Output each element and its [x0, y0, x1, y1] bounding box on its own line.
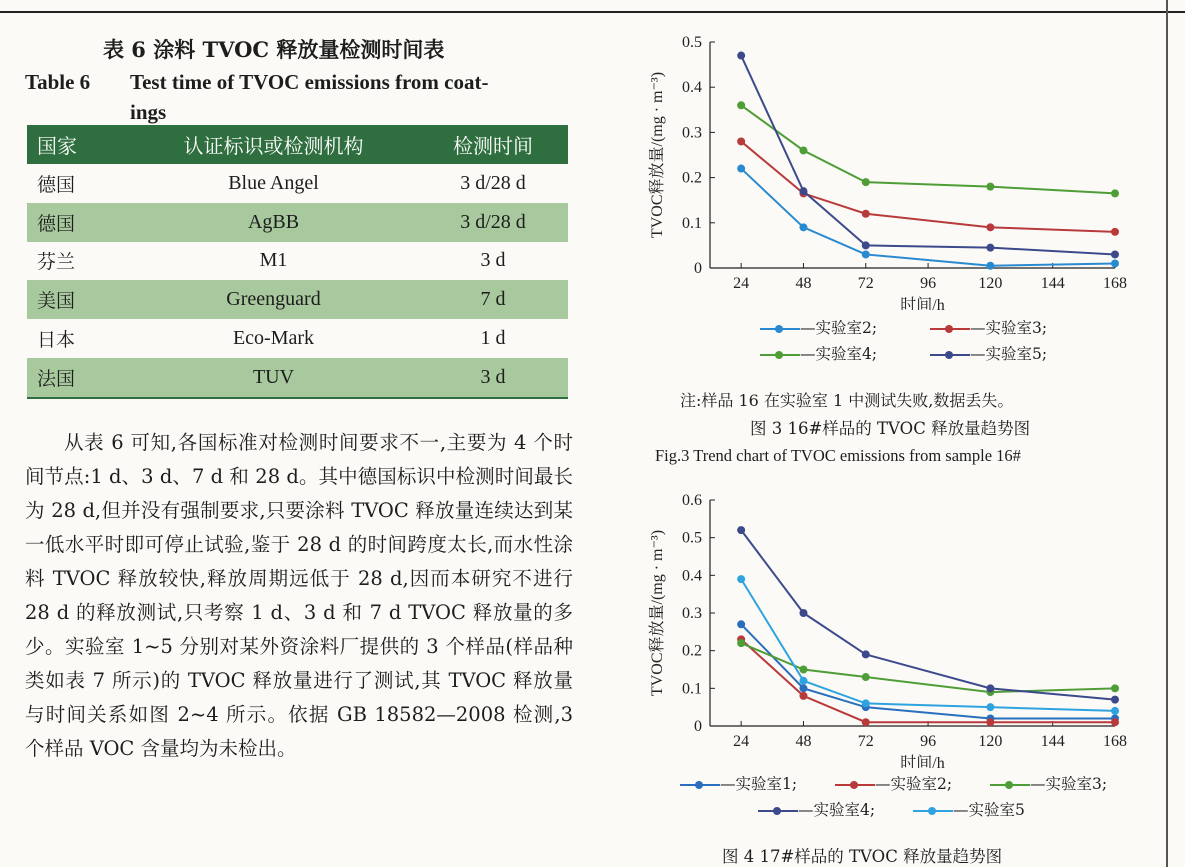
- column-header: 国家: [27, 125, 129, 164]
- data-point: [986, 684, 994, 692]
- fig3-chart: [640, 30, 1140, 310]
- data-point: [799, 223, 807, 231]
- x-tick-label: 144: [1040, 275, 1065, 292]
- table-cell: AgBB: [129, 203, 418, 242]
- legend-label: —实验室4;: [798, 801, 876, 819]
- data-point: [799, 684, 807, 692]
- y-tick-label: 0.5: [682, 34, 702, 51]
- x-tick-label: 24: [733, 275, 750, 292]
- y-tick-label: 0.4: [682, 79, 702, 97]
- x-tick-label: 120: [978, 733, 1003, 750]
- fig3-svg: [640, 30, 1140, 310]
- table-row: [27, 164, 568, 203]
- legend-item: [760, 342, 877, 364]
- table-cell: 美国: [27, 280, 129, 319]
- data-point: [862, 673, 870, 681]
- x-tick-label: 72: [857, 733, 874, 750]
- data-point: [862, 178, 870, 186]
- body-paragraph: 从表 6 可知,各国标准对检测时间要求不一,主要为 4 个时间节点:1 d、3 d、7 d 和 28 d。其中德国标识中检测时间最长为 28 d,但并没有强制要求,只要涂料 TVOC 释放量连续达到某一低水平时即可停止试验,鉴于 28 d 的时间跨度太长,而水性涂料 TVOC 释放较快,释放周期远低于 28 d,因而本研究不进行 28 d 的释放测试,只考察 1 d、3 d 和 7 d TVOC 释放量的多少。实验室 1~5 分别对某外资涂料厂提供的 3 个样品(样品种类如表 7 所示)的 TVOC 释放量进行了测试,其 TVOC 释放量与时间关系如图 2~4 所示。依据 GB 18582—2008 检测,3 个样品 VOC 含量均为未检出。: [25, 431, 573, 760]
- x-tick-label: 48: [795, 733, 812, 750]
- legend-dot: [928, 807, 936, 815]
- legend-label: —实验室5;: [970, 345, 1048, 363]
- x-axis-label: 时间/h: [900, 755, 945, 768]
- data-point: [1111, 696, 1119, 704]
- table-cell: 芬兰: [37, 251, 76, 274]
- fig3-caption-cn: 图 3 16#样品的 TVOC 释放量趋势图: [750, 419, 1031, 438]
- data-point: [1111, 250, 1119, 258]
- data-point: [1111, 707, 1119, 715]
- table-cell: 7 d: [418, 280, 568, 319]
- data-point: [1111, 228, 1119, 236]
- data-point: [737, 137, 745, 145]
- legend-marker-icon: [913, 806, 953, 816]
- legend-label: —实验室2;: [875, 775, 953, 793]
- legend-marker-icon: [930, 324, 970, 334]
- legend-marker-icon: [990, 780, 1030, 790]
- data-point: [737, 526, 745, 534]
- data-point: [1111, 189, 1119, 197]
- table-row: [27, 203, 568, 242]
- legend-item: [680, 772, 797, 794]
- legend-dot: [945, 325, 953, 333]
- data-point: [737, 639, 745, 647]
- table6-title-line1: Test time of TVOC emissions from coat-: [130, 70, 489, 94]
- data-point: [862, 241, 870, 249]
- legend-item: [930, 342, 1047, 364]
- table-cell: M1: [259, 249, 288, 272]
- column-header: 检测时间: [418, 125, 568, 164]
- x-tick-label: 24: [733, 733, 750, 750]
- table-cell: TUV: [129, 358, 418, 398]
- series-line: [741, 56, 1115, 255]
- fig3-caption-en: Fig.3 Trend chart of TVOC emissions from sample 16#: [655, 446, 1021, 465]
- x-tick-label: 72: [857, 275, 874, 292]
- data-point: [737, 165, 745, 173]
- fig4-legend: [680, 772, 1150, 822]
- table6-title-en: [25, 67, 570, 127]
- table-cell: 日本: [37, 329, 76, 352]
- legend-item: [758, 798, 875, 820]
- series-line: [741, 105, 1115, 193]
- legend-dot: [1005, 781, 1013, 789]
- table-cell: 3 d: [480, 249, 506, 272]
- legend-dot: [773, 807, 781, 815]
- table-cell: 德国: [27, 203, 129, 242]
- data-point: [799, 666, 807, 674]
- y-tick-label: 0.3: [682, 605, 702, 622]
- legend-label: —实验室5: [953, 801, 1025, 819]
- table6: [27, 125, 568, 399]
- y-tick-label: 0.1: [682, 680, 702, 698]
- y-tick-label: 0.2: [682, 169, 702, 187]
- series-line: [741, 643, 1115, 692]
- legend-marker-icon: [760, 324, 800, 334]
- legend-marker-icon: [835, 780, 875, 790]
- x-tick-label: 96: [920, 275, 937, 292]
- legend-item: [930, 316, 1047, 338]
- x-axis-label: 时间/h: [900, 297, 945, 310]
- legend-dot: [945, 351, 953, 359]
- data-point: [986, 262, 994, 270]
- table-header-row: [27, 125, 568, 164]
- table-cell: 1 d: [480, 327, 506, 350]
- y-tick-label: 0.6: [682, 492, 702, 509]
- table-cell: Blue Angel: [228, 171, 319, 194]
- legend-label: —实验室2;: [800, 319, 878, 337]
- data-point: [986, 718, 994, 726]
- table-cell: 3 d: [418, 358, 568, 398]
- data-point: [1111, 684, 1119, 692]
- table-cell: 3 d/28 d: [460, 171, 526, 194]
- table-row: [27, 280, 568, 319]
- data-point: [986, 703, 994, 711]
- data-point: [986, 183, 994, 191]
- fig3-legend: [760, 316, 1120, 366]
- table-cell: 德国: [37, 173, 76, 196]
- data-point: [986, 244, 994, 252]
- data-point: [1111, 718, 1119, 726]
- data-point: [737, 620, 745, 628]
- table6-label: Table 6: [25, 70, 91, 94]
- column-header: 认证标识或检测机构: [129, 125, 418, 164]
- x-tick-label: 96: [920, 733, 937, 750]
- data-point: [737, 52, 745, 60]
- x-tick-label: 144: [1040, 733, 1065, 750]
- y-tick-label: 0.3: [682, 124, 702, 142]
- legend-dot: [850, 781, 858, 789]
- table-row: [27, 319, 568, 358]
- data-point: [862, 650, 870, 658]
- y-tick-label: 0.2: [682, 642, 702, 660]
- legend-label: —实验室1;: [720, 775, 798, 793]
- legend-item: [760, 316, 877, 338]
- page-top-rule: [0, 11, 1185, 13]
- legend-item: [913, 798, 1025, 820]
- data-point: [737, 575, 745, 583]
- data-point: [799, 692, 807, 700]
- legend-dot: [775, 325, 783, 333]
- legend-label: —实验室3;: [970, 319, 1048, 337]
- y-tick-label: 0.4: [682, 567, 702, 585]
- y-axis-label: TVOC释放量/(mg · m⁻³): [649, 529, 666, 697]
- data-point: [986, 223, 994, 231]
- series-line: [741, 141, 1115, 231]
- y-tick-label: 0: [694, 260, 702, 277]
- series-line: [741, 530, 1115, 699]
- x-tick-label: 168: [1103, 275, 1127, 292]
- table-cell: 3 d/28 d: [418, 203, 568, 242]
- x-tick-label: 168: [1103, 733, 1127, 750]
- data-point: [737, 101, 745, 109]
- data-point: [862, 718, 870, 726]
- data-point: [862, 699, 870, 707]
- legend-item: [835, 772, 952, 794]
- x-tick-label: 120: [978, 275, 1003, 292]
- page-edge-shadow: [1166, 0, 1168, 867]
- legend-marker-icon: [758, 806, 798, 816]
- table-row: [27, 358, 568, 398]
- y-tick-label: 0.1: [682, 214, 702, 232]
- y-tick-label: 0.5: [682, 529, 702, 547]
- legend-label: —实验室3;: [1030, 775, 1108, 793]
- data-point: [799, 146, 807, 154]
- legend-label: —实验室4;: [800, 345, 878, 363]
- table6-title-line2: ings: [130, 100, 167, 124]
- fig4-svg: [640, 488, 1140, 768]
- y-axis-label: TVOC释放量/(mg · m⁻³): [649, 71, 666, 239]
- table-cell: 法国: [27, 358, 129, 398]
- x-tick-label: 48: [795, 275, 812, 292]
- data-point: [1111, 259, 1119, 267]
- table-cell: Greenguard: [129, 280, 418, 319]
- legend-dot: [775, 351, 783, 359]
- legend-dot: [695, 781, 703, 789]
- legend-marker-icon: [760, 350, 800, 360]
- table6-title-cn: 表 6 涂料 TVOC 释放量检测时间表: [103, 37, 445, 62]
- data-point: [799, 677, 807, 685]
- table-cell: Eco-Mark: [232, 327, 315, 350]
- data-point: [799, 609, 807, 617]
- data-point: [862, 210, 870, 218]
- body-paragraph-block: [25, 426, 573, 766]
- legend-item: [990, 772, 1107, 794]
- legend-marker-icon: [680, 780, 720, 790]
- fig3-note: 注:样品 16 在实验室 1 中测试失败,数据丢失。: [680, 391, 1014, 410]
- data-point: [862, 250, 870, 258]
- fig4-caption-cn: 图 4 17#样品的 TVOC 释放量趋势图: [722, 847, 1003, 866]
- legend-marker-icon: [930, 350, 970, 360]
- data-point: [799, 187, 807, 195]
- table-row: [27, 242, 568, 281]
- y-tick-label: 0: [694, 718, 702, 735]
- fig4-chart: [640, 488, 1140, 768]
